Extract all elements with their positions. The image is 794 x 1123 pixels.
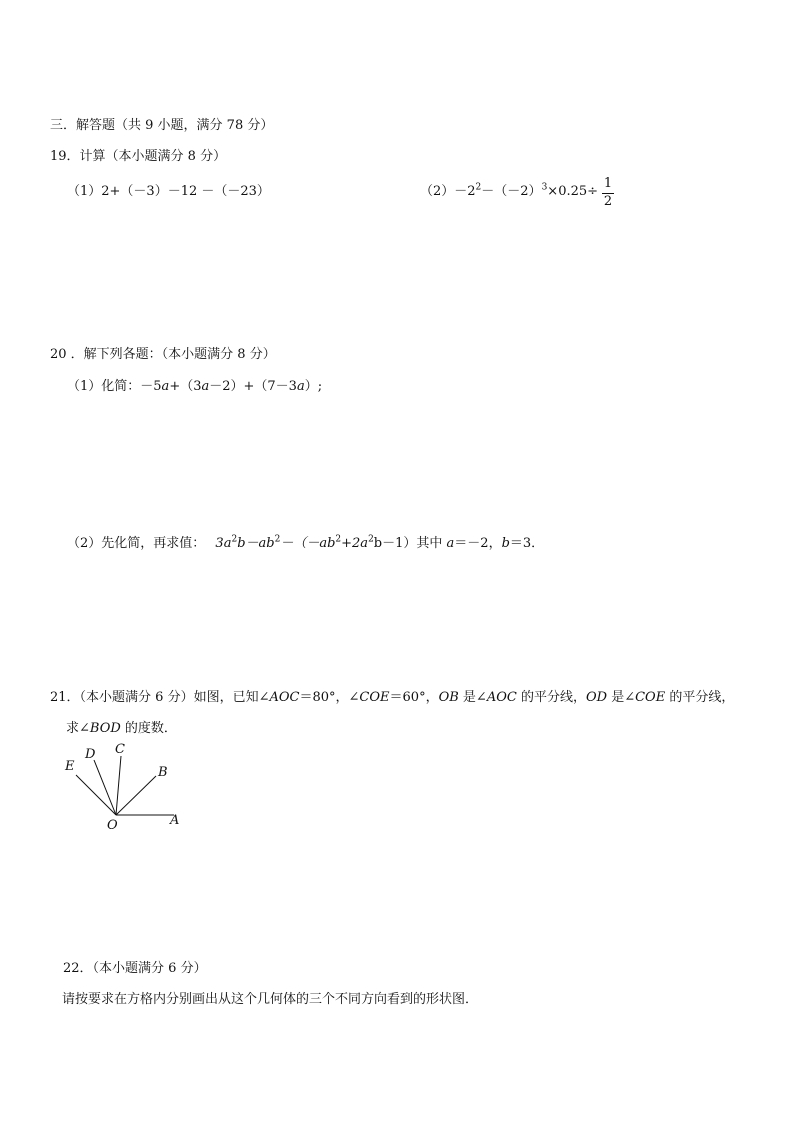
q20-part1-mid2: －2）+（7－3 bbox=[209, 379, 297, 394]
q20-title: 20 ．解下列各题：（本小题满分 8 分） bbox=[50, 347, 276, 362]
label-D: D bbox=[85, 747, 96, 762]
var-a: a bbox=[446, 536, 455, 551]
q21-text: 21．（本小题满分 6 分）如图，已知∠ bbox=[50, 690, 270, 705]
q20-part1-mid: +（3 bbox=[169, 379, 202, 394]
q20-part2-label: （2）先化简，再求值： bbox=[67, 536, 206, 551]
q19-part2-tail: ×0.25÷ bbox=[547, 184, 599, 199]
ray-name: OD bbox=[585, 690, 608, 705]
fraction-numerator: 1 bbox=[603, 176, 613, 191]
q22-text: 请按要求在方格内分别画出从这个几何体的三个不同方向看到的形状图． bbox=[62, 992, 479, 1007]
angle-name: BOD bbox=[89, 721, 121, 736]
q19-part2-exp: 2 bbox=[475, 182, 482, 193]
label-C: C bbox=[115, 742, 125, 757]
expr-term: ＝3． bbox=[509, 536, 545, 551]
ray-OD bbox=[94, 760, 116, 815]
q21-text: 的平分线， bbox=[665, 690, 735, 705]
expr-term: b－1）其中 bbox=[373, 536, 447, 551]
var-a: a bbox=[161, 379, 170, 394]
q19-part2 bbox=[420, 183, 598, 201]
ray-name: OB bbox=[438, 690, 459, 705]
q19-part2-rest: －（－2） bbox=[481, 184, 542, 199]
q20-part2 bbox=[67, 535, 544, 553]
expr-exp: 2 bbox=[335, 534, 342, 545]
expr-term: －（－ab bbox=[280, 536, 336, 551]
angle-name: AOC bbox=[486, 690, 517, 705]
label-B: B bbox=[158, 765, 168, 780]
var-a: a bbox=[201, 379, 210, 394]
q21-text: 求∠ bbox=[66, 721, 90, 736]
section-title: 三．解答题（共 9 小题，满分 78 分） bbox=[50, 118, 274, 133]
expr-exp: 2 bbox=[368, 534, 374, 545]
expr-exp: 2 bbox=[274, 534, 281, 545]
q22-title: 22．（本小题满分 6 分） bbox=[63, 961, 207, 976]
label-E: E bbox=[65, 759, 75, 774]
fraction-denominator: 2 bbox=[603, 194, 613, 209]
q21-text: 的平分线， bbox=[516, 690, 586, 705]
q21-text: ＝60°， bbox=[389, 690, 439, 705]
ray-OB bbox=[116, 776, 156, 815]
expr-term: ＝－2， bbox=[454, 536, 502, 551]
q19-part1: （1）2+（－3）－12 －（－23） bbox=[67, 184, 270, 199]
q19-part2-prefix: （2）－2 bbox=[420, 184, 476, 199]
ray-OE bbox=[76, 775, 116, 815]
angle-name: COE bbox=[635, 690, 666, 705]
ray-OC bbox=[116, 756, 121, 815]
q20-part1-label: （1）化简：－5 bbox=[67, 379, 162, 394]
label-O: O bbox=[107, 818, 118, 833]
var-a: a bbox=[296, 379, 305, 394]
q19-title: 19．计算（本小题满分 8 分） bbox=[50, 149, 227, 164]
q19-fraction bbox=[601, 176, 615, 212]
q21-text: 是∠ bbox=[607, 690, 636, 705]
angle-name: COE bbox=[359, 690, 390, 705]
q20-part1-end: ）; bbox=[304, 379, 323, 394]
angle-name: AOC bbox=[269, 690, 300, 705]
q21-text: ＝80°，∠ bbox=[299, 690, 360, 705]
label-A: A bbox=[170, 813, 180, 828]
expr-term: +2a bbox=[341, 536, 369, 551]
q21-line2 bbox=[66, 720, 177, 738]
expr-term: b－ab bbox=[237, 536, 275, 551]
q19-part2-exp2: 3 bbox=[541, 182, 548, 193]
q20-part1 bbox=[67, 378, 322, 396]
angle-figure bbox=[55, 738, 195, 838]
q21-text: 是∠ bbox=[458, 690, 487, 705]
expr-exp: 2 bbox=[231, 534, 238, 545]
expr-term: 3a bbox=[215, 536, 232, 551]
var-b: b bbox=[501, 536, 510, 551]
q21-text: 的度数． bbox=[120, 721, 177, 736]
q21-line1 bbox=[50, 689, 734, 707]
